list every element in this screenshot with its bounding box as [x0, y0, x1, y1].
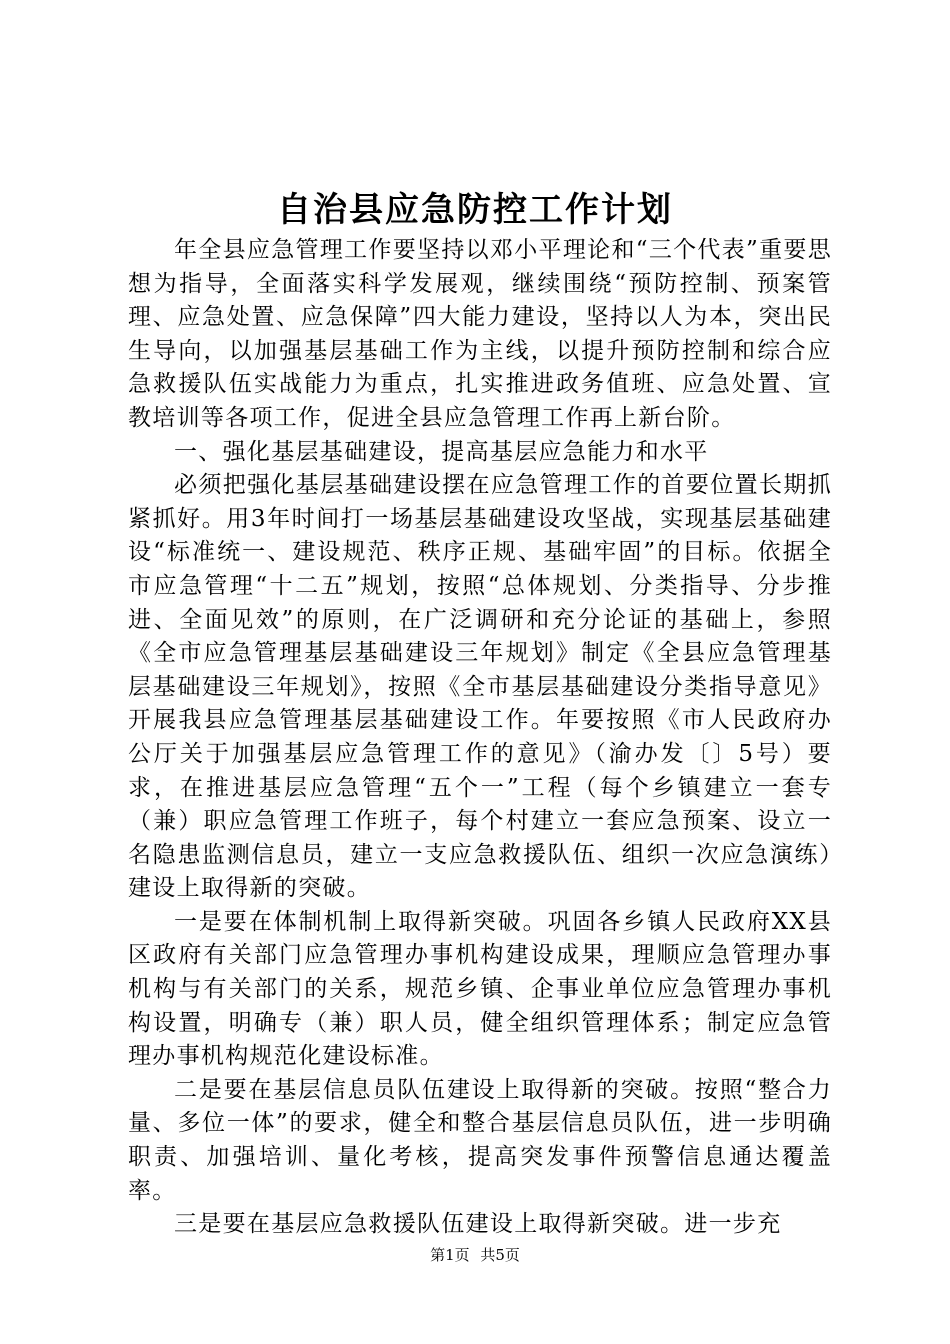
document-title: 自治县应急防控工作计划 — [277, 190, 673, 230]
section-heading: 一、强化基层基础建设，提高基层应急能力和水平 — [174, 438, 709, 465]
paragraph-point-three: 三是要在基层应急救援队伍建设上取得新突破。进一步充 — [174, 1211, 782, 1238]
paragraph-intro: 年全县应急管理工作要坚持以邓小平理论和“三个代表”重要思想为指导，全面落实科学发展观，继续围绕“预防控制、预案管理、应急处置、应急保障”四大能力建设，坚持以人为本，突出民生导向，以加强基层基础工作为主线，以提升预防控制和综合应急救援队伍实战能力为重点，扎实推进政务值班、应急处置、宣教培训等各项工作，促进全县应急管理工作再上新台阶。 — [128, 237, 832, 431]
document-body — [128, 234, 832, 1242]
paragraph-basic-construction: 必须把强化基层基础建设摆在应急管理工作的首要位置长期抓紧抓好。用3年时间打一场基层基础建设攻坚战，实现基层基础建设“标准统一、建设规范、秩序正规、基础牢固”的目标。依据全市应急管理“十二五”规划，按照“总体规划、分类指导、分步推进、全面见效”的原则，在广泛调研和充分论证的基础上，参照《全市应急管理基层基础建设三年规划》制定《全县应急管理基层基础建设三年规划》，按照《全市基层基础建设分类指导意见》开展我县应急管理基层基础建设工作。年要按照《市人民政府办公厅关于加强基层应急管理工作的意见》（渝办发〔〕5号）要求，在推进基层应急管理“五个一”工程（每个乡镇建立一套专（兼）职应急管理工作班子，每个村建立一套应急预案、设立一名隐患监测信息员，建立一支应急救援队伍、组织一次应急演练）建设上取得新的突破。 — [128, 472, 832, 902]
paragraph-point-two: 二是要在基层信息员队伍建设上取得新的突破。按照“整合力量、多位一体”的要求，健全和整合基层信息员队伍，进一步明确职责、加强培训、量化考核，提高突发事件预警信息通达覆盖率。 — [128, 1076, 832, 1204]
paragraph-point-one: 一是要在体制机制上取得新突破。巩固各乡镇人民政府XX县区政府有关部门应急管理办事机构建设成果，理顺应急管理办事机构与有关部门的关系，规范乡镇、企事业单位应急管理办事机构设置，明确专（兼）职人员，健全组织管理体系；制定应急管理办事机构规范化建设标准。 — [128, 908, 832, 1070]
page-footer — [0, 1244, 950, 1266]
page-total: 共5页 — [480, 1246, 520, 1264]
page-number: 第1页 — [430, 1246, 470, 1264]
